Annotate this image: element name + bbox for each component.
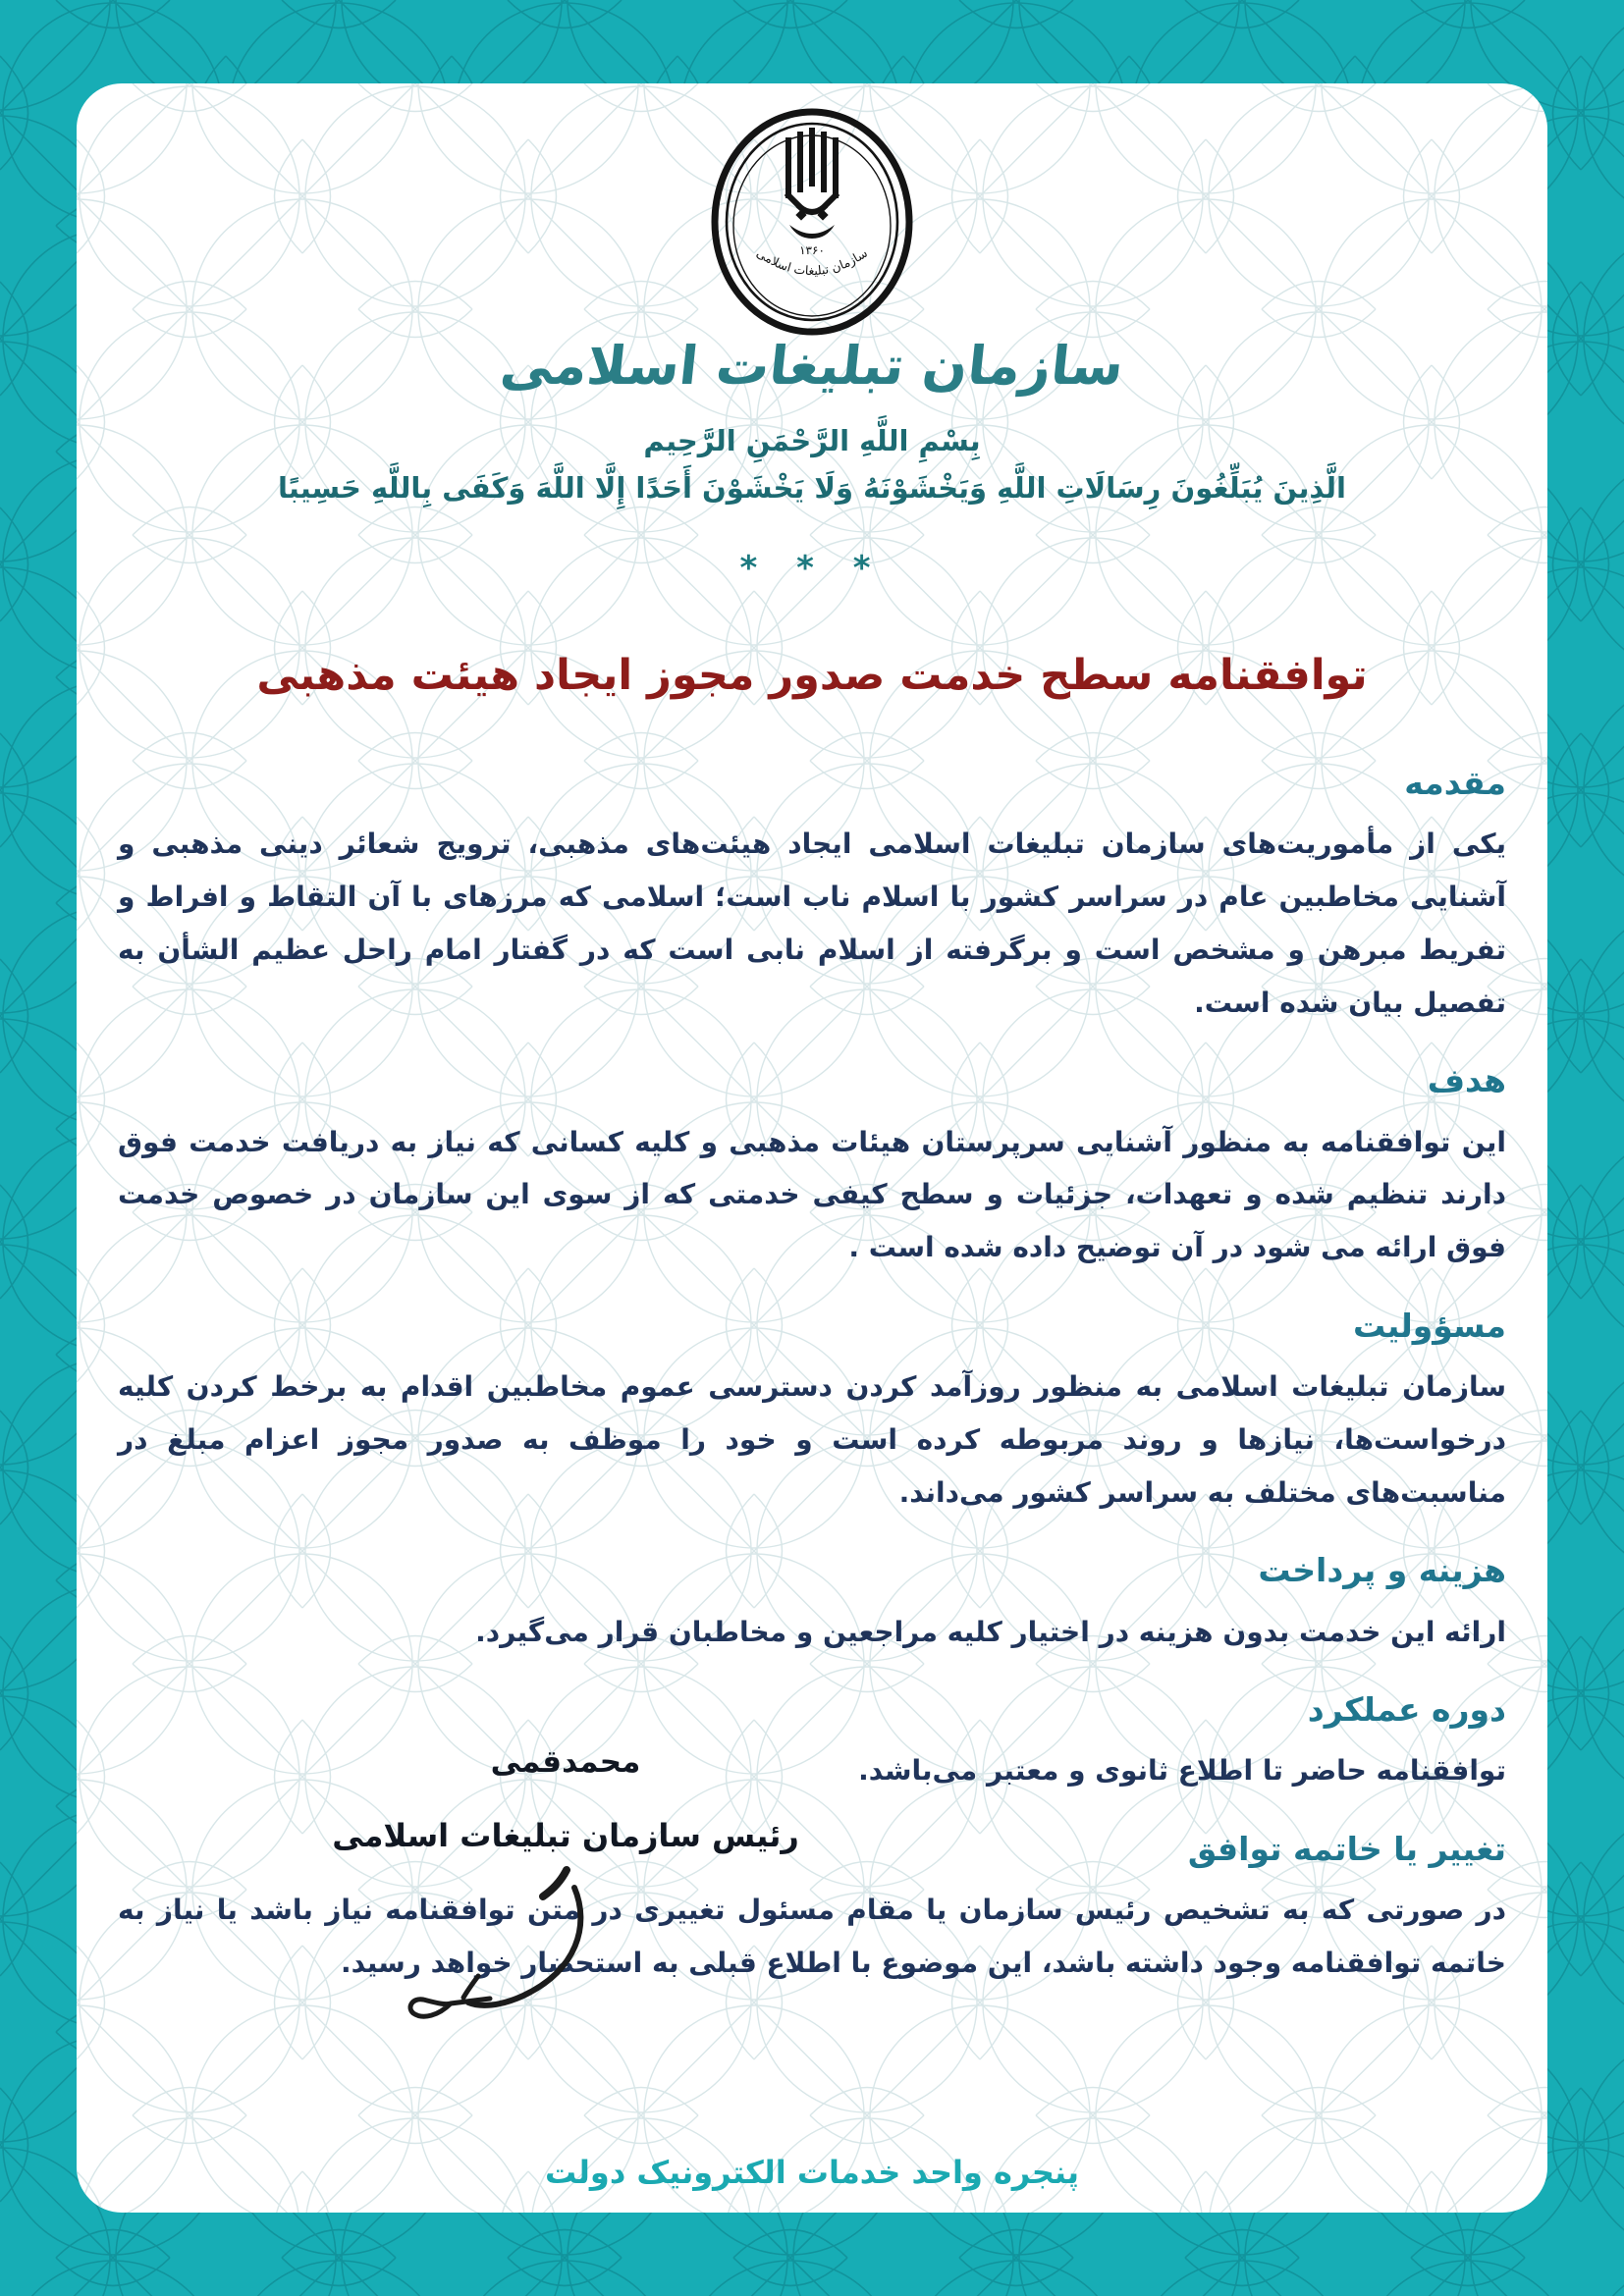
section-heading: دوره عملکرد xyxy=(1307,1690,1506,1730)
section-heading: هدف xyxy=(1427,1061,1506,1100)
document-header xyxy=(118,83,1506,704)
section-body: در صورتی که به تشخیص رئیس سازمان یا مقام مسئول تغییری در متن توافقنامه نیاز باشد یا نیاز به خاتمه توافقنامه وجود داشته باشد، این موضوع با اطلاع قبلی به استحضار خواهد رسید. xyxy=(118,1894,1506,1980)
org-calligraphy: سازمان تبلیغات اسلامی xyxy=(497,335,1127,397)
signatory-name: محمدقمی xyxy=(490,1744,641,1780)
section-body: توافقنامه حاضر تا اطلاع ثانوی و معتبر می‌باشد. xyxy=(858,1754,1506,1788)
logo-org-name: سازمان تبلیغات اسلامی xyxy=(753,244,871,279)
document-content xyxy=(77,83,1547,1990)
section-heading: مقدمه xyxy=(1404,764,1506,803)
document-title: توافقنامه سطح خدمت صدور مجوز ایجاد هیئت مذهبی xyxy=(256,651,1368,701)
section-body: یکی از مأموریت‌های سازمان تبلیغات اسلامی ایجاد هیئت‌های مذهبی، ترویج شعائر دینی مذهبی و آشنایی مخاطبین عام در سراسر کشور با اسلام ناب است؛ اسلامی که مرزهای با آن التقاط و افراط و تفریط مبرهن و مشخص است و برگرفته از اسلام نابی است که در گفتار امام راحل عظیم الشأن به تفصیل بیان شده است. xyxy=(118,828,1506,1019)
section-goal xyxy=(118,1058,1506,1273)
section-responsibility xyxy=(118,1304,1506,1519)
section-heading: هزینه و پرداخت xyxy=(1258,1551,1506,1590)
kufic-allah-icon xyxy=(788,131,836,212)
signature-scribble-icon xyxy=(320,1860,674,2041)
section-body: ارائه این خدمت بدون هزینه در اختیار کلیه مراجعین و مخاطبان قرار می‌گیرد. xyxy=(475,1615,1506,1648)
section-heading: تغییر یا خاتمه توافق xyxy=(1187,1830,1506,1869)
section-cost-payment xyxy=(118,1548,1506,1658)
logo-year: ۱۳۶۰ xyxy=(799,243,825,257)
quran-verse: الَّذِينَ يُبَلِّغُونَ رِسَالَاتِ اللَّهِ وَيَخْشَوْنَهُ وَلَا يَخْشَوْنَ أَحَدًا إِلَّا اللَّهَ وَكَفَى بِاللَّهِ حَسِيبًا xyxy=(277,470,1346,505)
section-body: این توافقنامه به منظور آشنایی سرپرستان هیئات مذهبی و کلیه کسانی که نیاز به دریافت خدمت فوق دارند تنظیم شده و تعهدات، جزئیات و سطح کیفی خدمتی که از سوی این سازمان در خصوص خدمت فوق ارائه می شود در آن توضیح داده شده است . xyxy=(118,1125,1506,1264)
signature-block xyxy=(320,1744,811,2041)
section-heading: مسؤولیت xyxy=(1352,1306,1506,1345)
section-introduction xyxy=(118,761,1506,1029)
document-sheet xyxy=(77,83,1547,2213)
footer-text: پنجره واحد خدمات الکترونیک دولت xyxy=(545,2154,1079,2191)
allah-emblem-icon xyxy=(705,105,919,339)
ornament-stars: * * * xyxy=(739,549,885,589)
signatory-role: رئیس سازمان تبلیغات اسلامی xyxy=(332,1817,799,1854)
organization-logo xyxy=(705,105,919,339)
bismillah-line: بِسْمِ اللَّهِ الرَّحْمَنِ الرَّحِيم xyxy=(643,424,981,458)
section-body: سازمان تبلیغات اسلامی به منظور روزآمد کردن دسترسی عموم مخاطبین اقدام به برخط کردن کلیه درخواست‌ها، نیازها و روند مربوطه کرده است و خود را موظف به صدور مجوز اعزام مبلغ در مناسبت‌های مختلف به سراسر کشور می‌داند. xyxy=(118,1370,1506,1509)
